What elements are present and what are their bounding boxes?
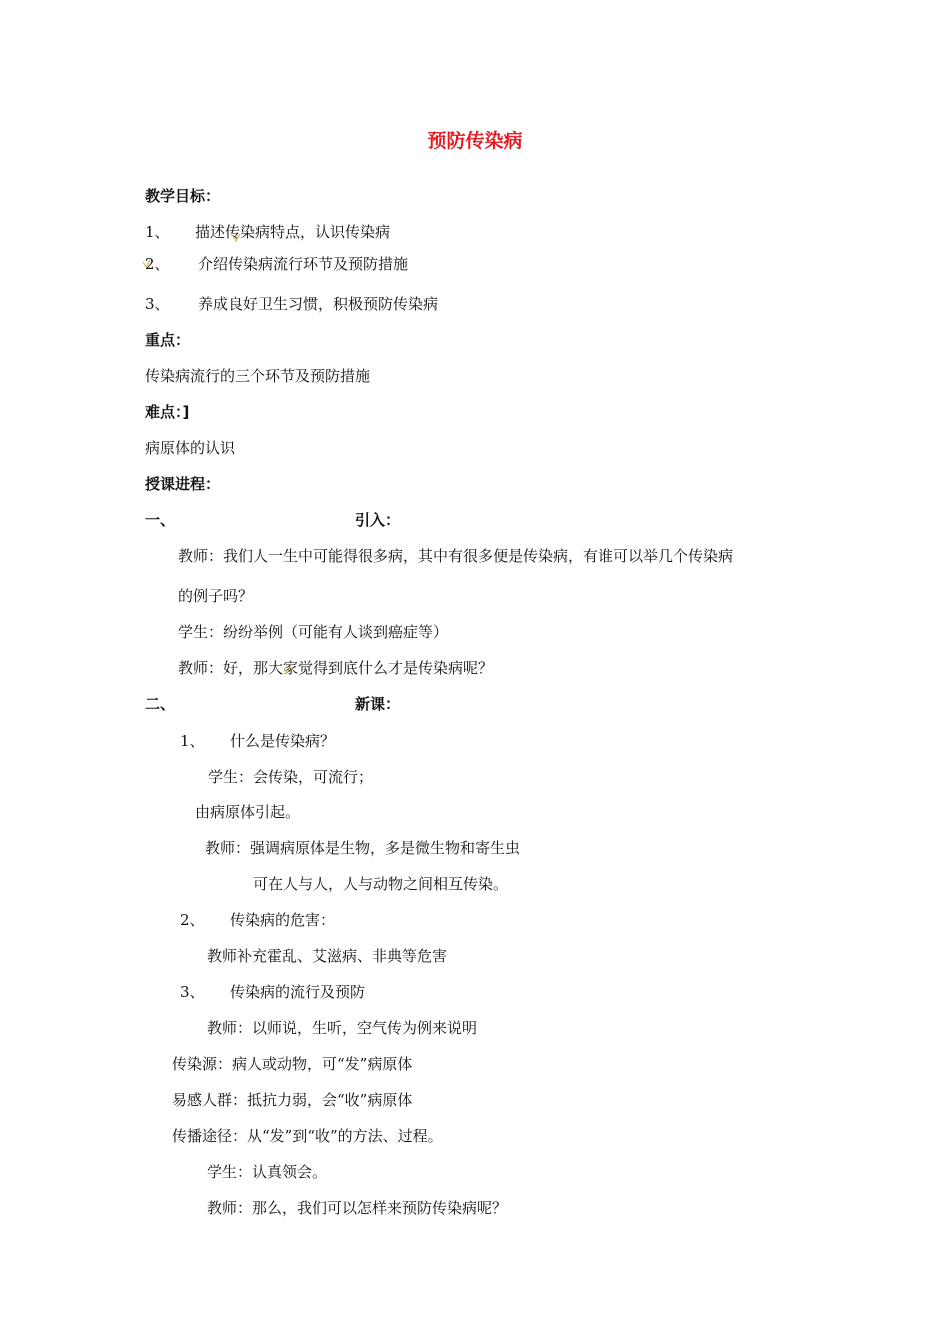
objective-text: 养成良好卫生习惯，积极预防传染病 (198, 295, 439, 313)
dialogue-line: 教师：以师说，生听，空气传为例来说明 (207, 1019, 478, 1037)
subsection-number: 2、 (180, 911, 205, 929)
document-title: 预防传染病 (427, 130, 523, 152)
subsection-number: 1、 (180, 732, 205, 750)
key-point-text: 传染病流行的三个环节及预防措施 (145, 367, 371, 385)
section-label: 新课： (355, 695, 401, 713)
objective-number: 3、 (145, 295, 170, 313)
dialogue-line: 易感人群：抵抗力弱，会“收”病原体 (172, 1091, 413, 1109)
dialogue-line: 学生：纷纷举例（可能有人谈到癌症等） (178, 623, 449, 641)
difficulty-heading: 难点：] (145, 403, 190, 421)
dialogue-line: 教师：好，那大家觉得到底什么才是传染病呢？ (178, 659, 494, 677)
dialogue-line: 教师：那么，我们可以怎样来预防传染病呢？ (207, 1199, 508, 1217)
subsection-title: 什么是传染病？ (230, 732, 336, 750)
subsection-title: 传染病的危害： (230, 911, 336, 929)
dialogue-line: 教师：我们人一生中可能得很多病，其中有很多便是传染病，有谁可以举几个传染病 (178, 547, 734, 565)
section-number: 一、 (145, 511, 176, 529)
objectives-heading: 教学目标： (145, 187, 221, 205)
process-heading: 授课进程： (145, 475, 221, 493)
dialogue-line: 传播途径：从“发”到“收”的方法、过程。 (172, 1127, 443, 1145)
objective-text: 介绍传染病流行环节及预防措施 (198, 255, 409, 273)
objective-number: 2、 (145, 255, 170, 273)
dialogue-line: 学生：认真领会。 (207, 1163, 328, 1181)
dialogue-line: 传染源：病人或动物，可“发”病原体 (172, 1055, 413, 1073)
objective-text: 描述传染病特点，认识传染病 (195, 223, 391, 241)
dialogue-line: 可在人与人，人与动物之间相互传染。 (253, 875, 509, 893)
subsection-title: 传染病的流行及预防 (230, 983, 366, 1001)
difficulty-text: 病原体的认识 (145, 439, 236, 457)
dialogue-line: 学生：会传染，可流行； (208, 768, 374, 786)
key-point-heading: 重点： (145, 331, 191, 349)
subsection-number: 3、 (180, 983, 205, 1001)
dialogue-line: 的例子吗？ (178, 587, 254, 605)
section-number: 二、 (145, 695, 176, 713)
dialogue-line: 教师补充霍乱、艾滋病、非典等危害 (207, 947, 448, 965)
objective-number: 1、 (145, 223, 170, 241)
dialogue-line: 由病原体引起。 (195, 803, 301, 821)
section-label: 引入： (355, 511, 401, 529)
dialogue-line: 教师：强调病原体是生物，多是微生物和寄生虫 (205, 839, 521, 857)
